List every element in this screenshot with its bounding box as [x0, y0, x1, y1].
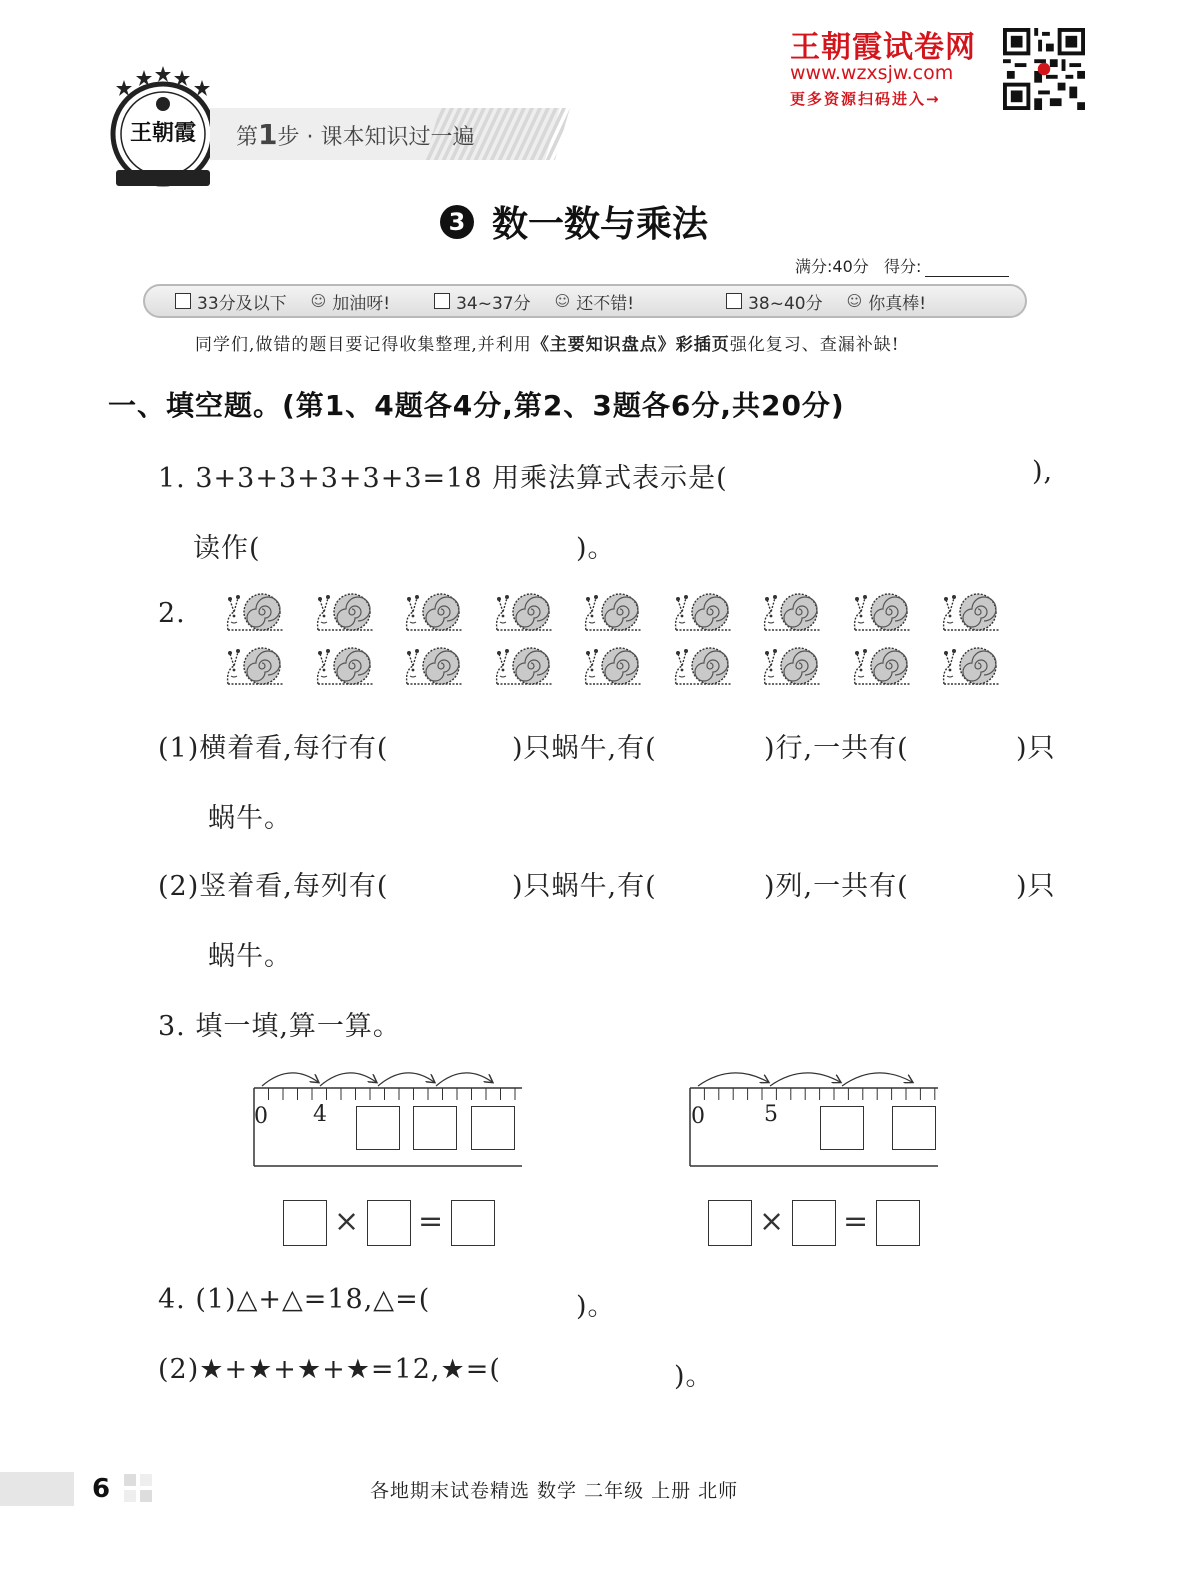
eq2-times-sign: ×	[759, 1204, 785, 1239]
snail-icon	[582, 640, 646, 690]
snail-icon	[761, 640, 825, 690]
snail-icon	[761, 586, 825, 636]
nl1-step-label: 4	[313, 1102, 327, 1127]
q2-2-text-a: (2)竖着看,每列有(	[158, 871, 389, 902]
snail-icon	[672, 640, 736, 690]
nl1-answer-box-1[interactable]	[356, 1106, 400, 1150]
q1-answer-blank-1[interactable]	[812, 456, 1030, 492]
grade-range-low: 33分及以下	[197, 293, 287, 314]
snail-icon	[224, 640, 288, 690]
logo-text: 王朝霞	[129, 120, 197, 146]
nl2-step-label: 5	[764, 1102, 778, 1127]
step-prefix: 第	[236, 125, 259, 150]
step-number: 1	[258, 118, 278, 151]
q4-2-blank[interactable]	[592, 1354, 672, 1390]
qr-code-icon[interactable]	[1003, 28, 1085, 110]
q3-label: 3. 填一填,算一算。	[158, 1011, 401, 1042]
snail-icon	[493, 640, 557, 690]
eq1-product-box[interactable]	[451, 1200, 495, 1246]
grade-item-low	[175, 289, 390, 314]
q2-label: 2.	[158, 598, 186, 629]
eq2-factor-box-2[interactable]	[792, 1200, 836, 1246]
grade-checkbox-low[interactable]	[175, 293, 191, 309]
step-label	[236, 118, 474, 151]
q2-1-text-c: )行,一共有(	[764, 733, 909, 764]
brand-title: 王朝霞试卷网	[790, 30, 976, 65]
snail-grid	[224, 586, 1030, 694]
snail-icon	[582, 586, 646, 636]
snail-icon	[403, 586, 467, 636]
grade-range-mid: 34~37分	[456, 293, 531, 314]
footer-text: 各地期末试卷精选 数学 二年级 上册 北师	[370, 1480, 739, 1502]
tip-before: 同学们,做错的题目要记得收集整理,并利用	[195, 335, 532, 355]
q2-2-text-b: )只蜗牛,有(	[512, 871, 657, 902]
q4-1-end: )。	[576, 1291, 616, 1322]
q2-1-text-a: (1)横着看,每行有(	[158, 733, 389, 764]
snail-icon	[224, 586, 288, 636]
nl1-zero-label: 0	[254, 1104, 268, 1129]
smile-face-icon: ☺	[554, 292, 571, 310]
snail-icon	[493, 586, 557, 636]
smile-face-icon: ☺	[310, 292, 327, 310]
q1-line2-end: )。	[576, 533, 616, 564]
q1-line2: 读作(	[193, 533, 261, 564]
grade-comment-high: 你真棒!	[868, 293, 927, 314]
q4-2-end: )。	[674, 1361, 714, 1392]
q2-2-blank-total[interactable]	[946, 864, 1016, 900]
tip-after: 强化复习、查漏补缺!	[729, 335, 900, 355]
q2-2-text-d: )只	[1016, 871, 1056, 902]
score-blank[interactable]	[925, 260, 1009, 277]
grade-item-high	[726, 289, 926, 314]
nl1-answer-box-2[interactable]	[413, 1106, 457, 1150]
snail-icon	[314, 586, 378, 636]
eq2-equals-sign: =	[843, 1204, 869, 1239]
page-number: 6	[92, 1474, 111, 1504]
q1-answer-blank-2[interactable]	[272, 526, 572, 562]
nl1-answer-box-3[interactable]	[471, 1106, 515, 1150]
snail-icon	[672, 586, 736, 636]
q2-2-blank-cols[interactable]	[694, 864, 764, 900]
grade-checkbox-high[interactable]	[726, 293, 742, 309]
brand-url[interactable]: www.wzxsjw.com	[790, 62, 954, 84]
eq1-equals-sign: =	[418, 1204, 444, 1239]
step-suffix: 步 · 课本知识过一遍	[277, 125, 475, 150]
q2-1-text-d: )只	[1016, 733, 1056, 764]
q4-1-text: 4. (1)△+△=18,△=(	[158, 1284, 431, 1315]
brand-tip: 更多资源扫码进入→	[790, 90, 941, 108]
q2-1-text-e: 蜗牛。	[208, 803, 292, 834]
tip-highlight: 《主要知识盘点》彩插页	[531, 335, 730, 355]
q2-1-text-b: )只蜗牛,有(	[512, 733, 657, 764]
section-title-text: 数一数与乘法	[492, 204, 709, 245]
snail-icon	[940, 640, 1004, 690]
grade-comment-low: 加油呀!	[332, 293, 391, 314]
q2-1-blank-total[interactable]	[946, 726, 1016, 762]
q4-2-text: (2)★+★+★+★=12,★=(	[158, 1354, 501, 1385]
section-number-badge: 3	[440, 205, 474, 239]
snail-icon	[403, 640, 467, 690]
eq2-factor-box-1[interactable]	[708, 1200, 752, 1246]
full-score: 满分:40分	[795, 257, 869, 276]
wangzhaoxia-logo	[104, 66, 222, 192]
q2-2-blank-per-col[interactable]	[440, 864, 512, 900]
q1-line1: 1. 3+3+3+3+3+3=18 用乘法算式表示是(	[158, 463, 728, 494]
snail-icon	[940, 586, 1004, 636]
grade-item-mid	[434, 289, 634, 314]
score-line	[795, 254, 1009, 277]
tip-line	[195, 330, 900, 355]
q2-1-blank-rows[interactable]	[694, 726, 764, 762]
nl2-answer-box-1[interactable]	[820, 1106, 864, 1150]
snail-icon	[314, 640, 378, 690]
q2-1-blank-per-row[interactable]	[440, 726, 512, 762]
part1-title: 一、填空题。(第1、4题各4分,第2、3题各6分,共20分)	[108, 389, 845, 422]
got-score-label: 得分:	[884, 257, 922, 276]
q2-2-text-c: )列,一共有(	[764, 871, 909, 902]
nl2-zero-label: 0	[691, 1104, 705, 1129]
q4-1-blank[interactable]	[494, 1284, 574, 1320]
eq1-factor-box-1[interactable]	[283, 1200, 327, 1246]
snail-icon	[851, 586, 915, 636]
smile-face-icon: ☺	[846, 292, 863, 310]
eq1-times-sign: ×	[334, 1204, 360, 1239]
q1-line1-end: ),	[1032, 456, 1054, 487]
snail-icon	[851, 640, 915, 690]
eq1-factor-box-2[interactable]	[367, 1200, 411, 1246]
grade-comment-mid: 还不错!	[576, 293, 635, 314]
grade-bar	[143, 284, 1027, 318]
footer-bar	[0, 1472, 74, 1506]
eq2-product-box[interactable]	[876, 1200, 920, 1246]
section-title	[440, 196, 708, 247]
footer-squares-icon	[124, 1474, 154, 1504]
nl2-answer-box-2[interactable]	[892, 1106, 936, 1150]
grade-checkbox-mid[interactable]	[434, 293, 450, 309]
grade-range-high: 38~40分	[748, 293, 823, 314]
q2-2-text-e: 蜗牛。	[208, 941, 292, 972]
